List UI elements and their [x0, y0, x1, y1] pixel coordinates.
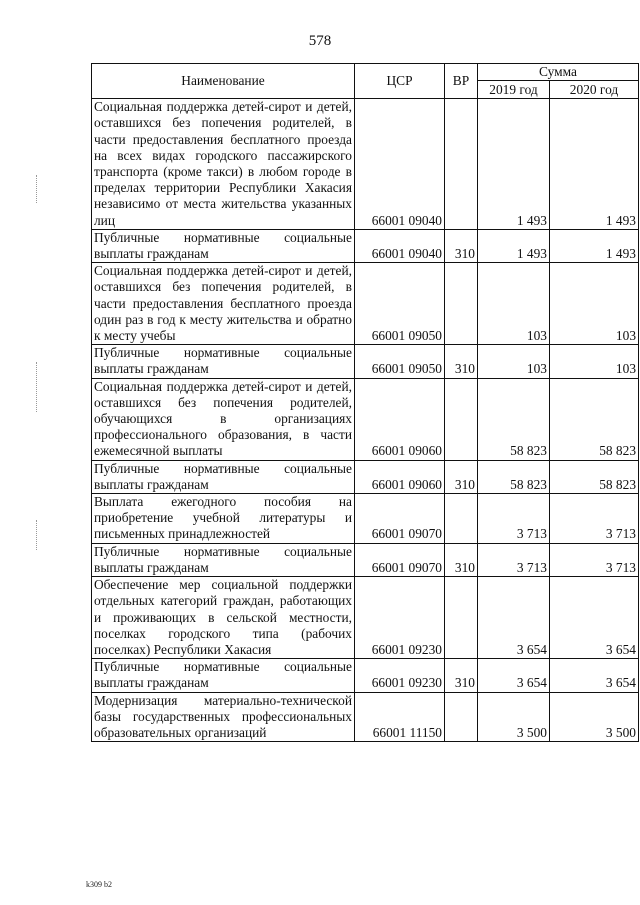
table-row — [92, 378, 639, 460]
row-amount-2019-cell: 3 654 — [478, 659, 550, 692]
row-csr-cell: 66001 09060 — [355, 378, 445, 460]
row-vr-cell — [445, 692, 478, 742]
row-amount-2020-cell: 58 823 — [550, 460, 639, 493]
row-amount-2019-cell: 58 823 — [478, 378, 550, 460]
row-amount-2019-cell: 3 713 — [478, 543, 550, 576]
header-name: Наименование — [92, 64, 355, 99]
row-vr-cell: 310 — [445, 543, 478, 576]
row-amount-2020-cell: 58 823 — [550, 378, 639, 460]
row-amount-2019-cell: 3 654 — [478, 577, 550, 659]
table-row — [92, 494, 639, 544]
row-amount-2020-cell: 3 500 — [550, 692, 639, 742]
row-csr-cell: 66001 09060 — [355, 460, 445, 493]
header-year-2020: 2020 год — [550, 81, 639, 99]
row-csr-cell: 66001 09230 — [355, 659, 445, 692]
row-amount-2019-cell: 103 — [478, 345, 550, 378]
row-csr-cell: 66001 09230 — [355, 577, 445, 659]
budget-table — [91, 63, 639, 742]
row-amount-2019-cell: 3 713 — [478, 494, 550, 544]
page-number: 578 — [308, 33, 332, 49]
row-csr-cell: 66001 09070 — [355, 543, 445, 576]
row-csr-cell: 66001 09040 — [355, 99, 445, 230]
row-amount-2019-cell: 3 500 — [478, 692, 550, 742]
header-year-2019: 2019 год — [478, 81, 550, 99]
row-vr-cell — [445, 494, 478, 544]
row-amount-2020-cell: 103 — [550, 263, 639, 345]
row-amount-2019-cell: 103 — [478, 263, 550, 345]
row-vr-cell — [445, 99, 478, 230]
row-amount-2020-cell: 1 493 — [550, 229, 639, 262]
row-csr-cell: 66001 09040 — [355, 229, 445, 262]
table-row — [92, 692, 639, 742]
row-vr-cell — [445, 577, 478, 659]
row-amount-2020-cell: 3 713 — [550, 494, 639, 544]
row-amount-2020-cell: 3 654 — [550, 577, 639, 659]
table-row — [92, 659, 639, 692]
row-vr-cell: 310 — [445, 229, 478, 262]
row-name-cell: Публичные нормативные социальные выплаты гражданам — [92, 460, 355, 493]
row-name-cell: Публичные нормативные социальные выплаты гражданам — [92, 345, 355, 378]
row-vr-cell — [445, 263, 478, 345]
header-csr: ЦСР — [355, 64, 445, 99]
header-vr: ВР — [445, 64, 478, 99]
row-amount-2020-cell: 1 493 — [550, 99, 639, 230]
table-row — [92, 229, 639, 262]
table-row — [92, 263, 639, 345]
row-amount-2019-cell: 1 493 — [478, 229, 550, 262]
table-row — [92, 543, 639, 576]
scan-margin-mark — [36, 362, 39, 412]
row-name-cell: Обеспечение мер социальной поддержки отдельных категорий граждан, работающих и проживающих в сельской местности, поселках городского типа (рабочих поселках) Республики Хакасия — [92, 577, 355, 659]
row-amount-2020-cell: 103 — [550, 345, 639, 378]
row-vr-cell — [445, 378, 478, 460]
table-row — [92, 345, 639, 378]
row-csr-cell: 66001 09050 — [355, 263, 445, 345]
row-csr-cell: 66001 09070 — [355, 494, 445, 544]
scan-margin-mark — [36, 520, 39, 550]
row-name-cell: Модернизация материально-технической базы государственных профессиональных образовательных организаций — [92, 692, 355, 742]
row-vr-cell: 310 — [445, 659, 478, 692]
row-csr-cell: 66001 09050 — [355, 345, 445, 378]
row-name-cell: Социальная поддержка детей-сирот и детей, оставшихся без попечения родителей, в части предоставления бесплатного проезда на всех видах городского пассажирского транспорта (кроме такси) в любом городе в пределах территории Республики Хакасия независимо от места жительства указанных лиц — [92, 99, 355, 230]
row-amount-2020-cell: 3 654 — [550, 659, 639, 692]
table-row — [92, 460, 639, 493]
row-name-cell: Социальная поддержка детей-сирот и детей, оставшихся без попечения родителей, обучающихся в организациях профессионального образования, в части ежемесячной выплаты — [92, 378, 355, 460]
row-name-cell: Публичные нормативные социальные выплаты гражданам — [92, 543, 355, 576]
row-amount-2019-cell: 1 493 — [478, 99, 550, 230]
row-name-cell: Публичные нормативные социальные выплаты гражданам — [92, 229, 355, 262]
row-amount-2019-cell: 58 823 — [478, 460, 550, 493]
row-name-cell: Выплата ежегодного пособия на приобретение учебной литературы и письменных принадлежностей — [92, 494, 355, 544]
row-vr-cell: 310 — [445, 345, 478, 378]
table-row — [92, 577, 639, 659]
row-csr-cell: 66001 11150 — [355, 692, 445, 742]
row-name-cell: Публичные нормативные социальные выплаты гражданам — [92, 659, 355, 692]
row-name-cell: Социальная поддержка детей-сирот и детей, оставшихся без попечения родителей, в части предоставления бесплатного проезда один раз в год к месту жительства и обратно к месту учебы — [92, 263, 355, 345]
table-row — [92, 99, 639, 230]
row-amount-2020-cell: 3 713 — [550, 543, 639, 576]
footer-code: k309 b2 — [86, 880, 112, 889]
row-vr-cell: 310 — [445, 460, 478, 493]
scan-margin-mark — [36, 175, 39, 203]
header-sum: Сумма — [478, 64, 639, 81]
